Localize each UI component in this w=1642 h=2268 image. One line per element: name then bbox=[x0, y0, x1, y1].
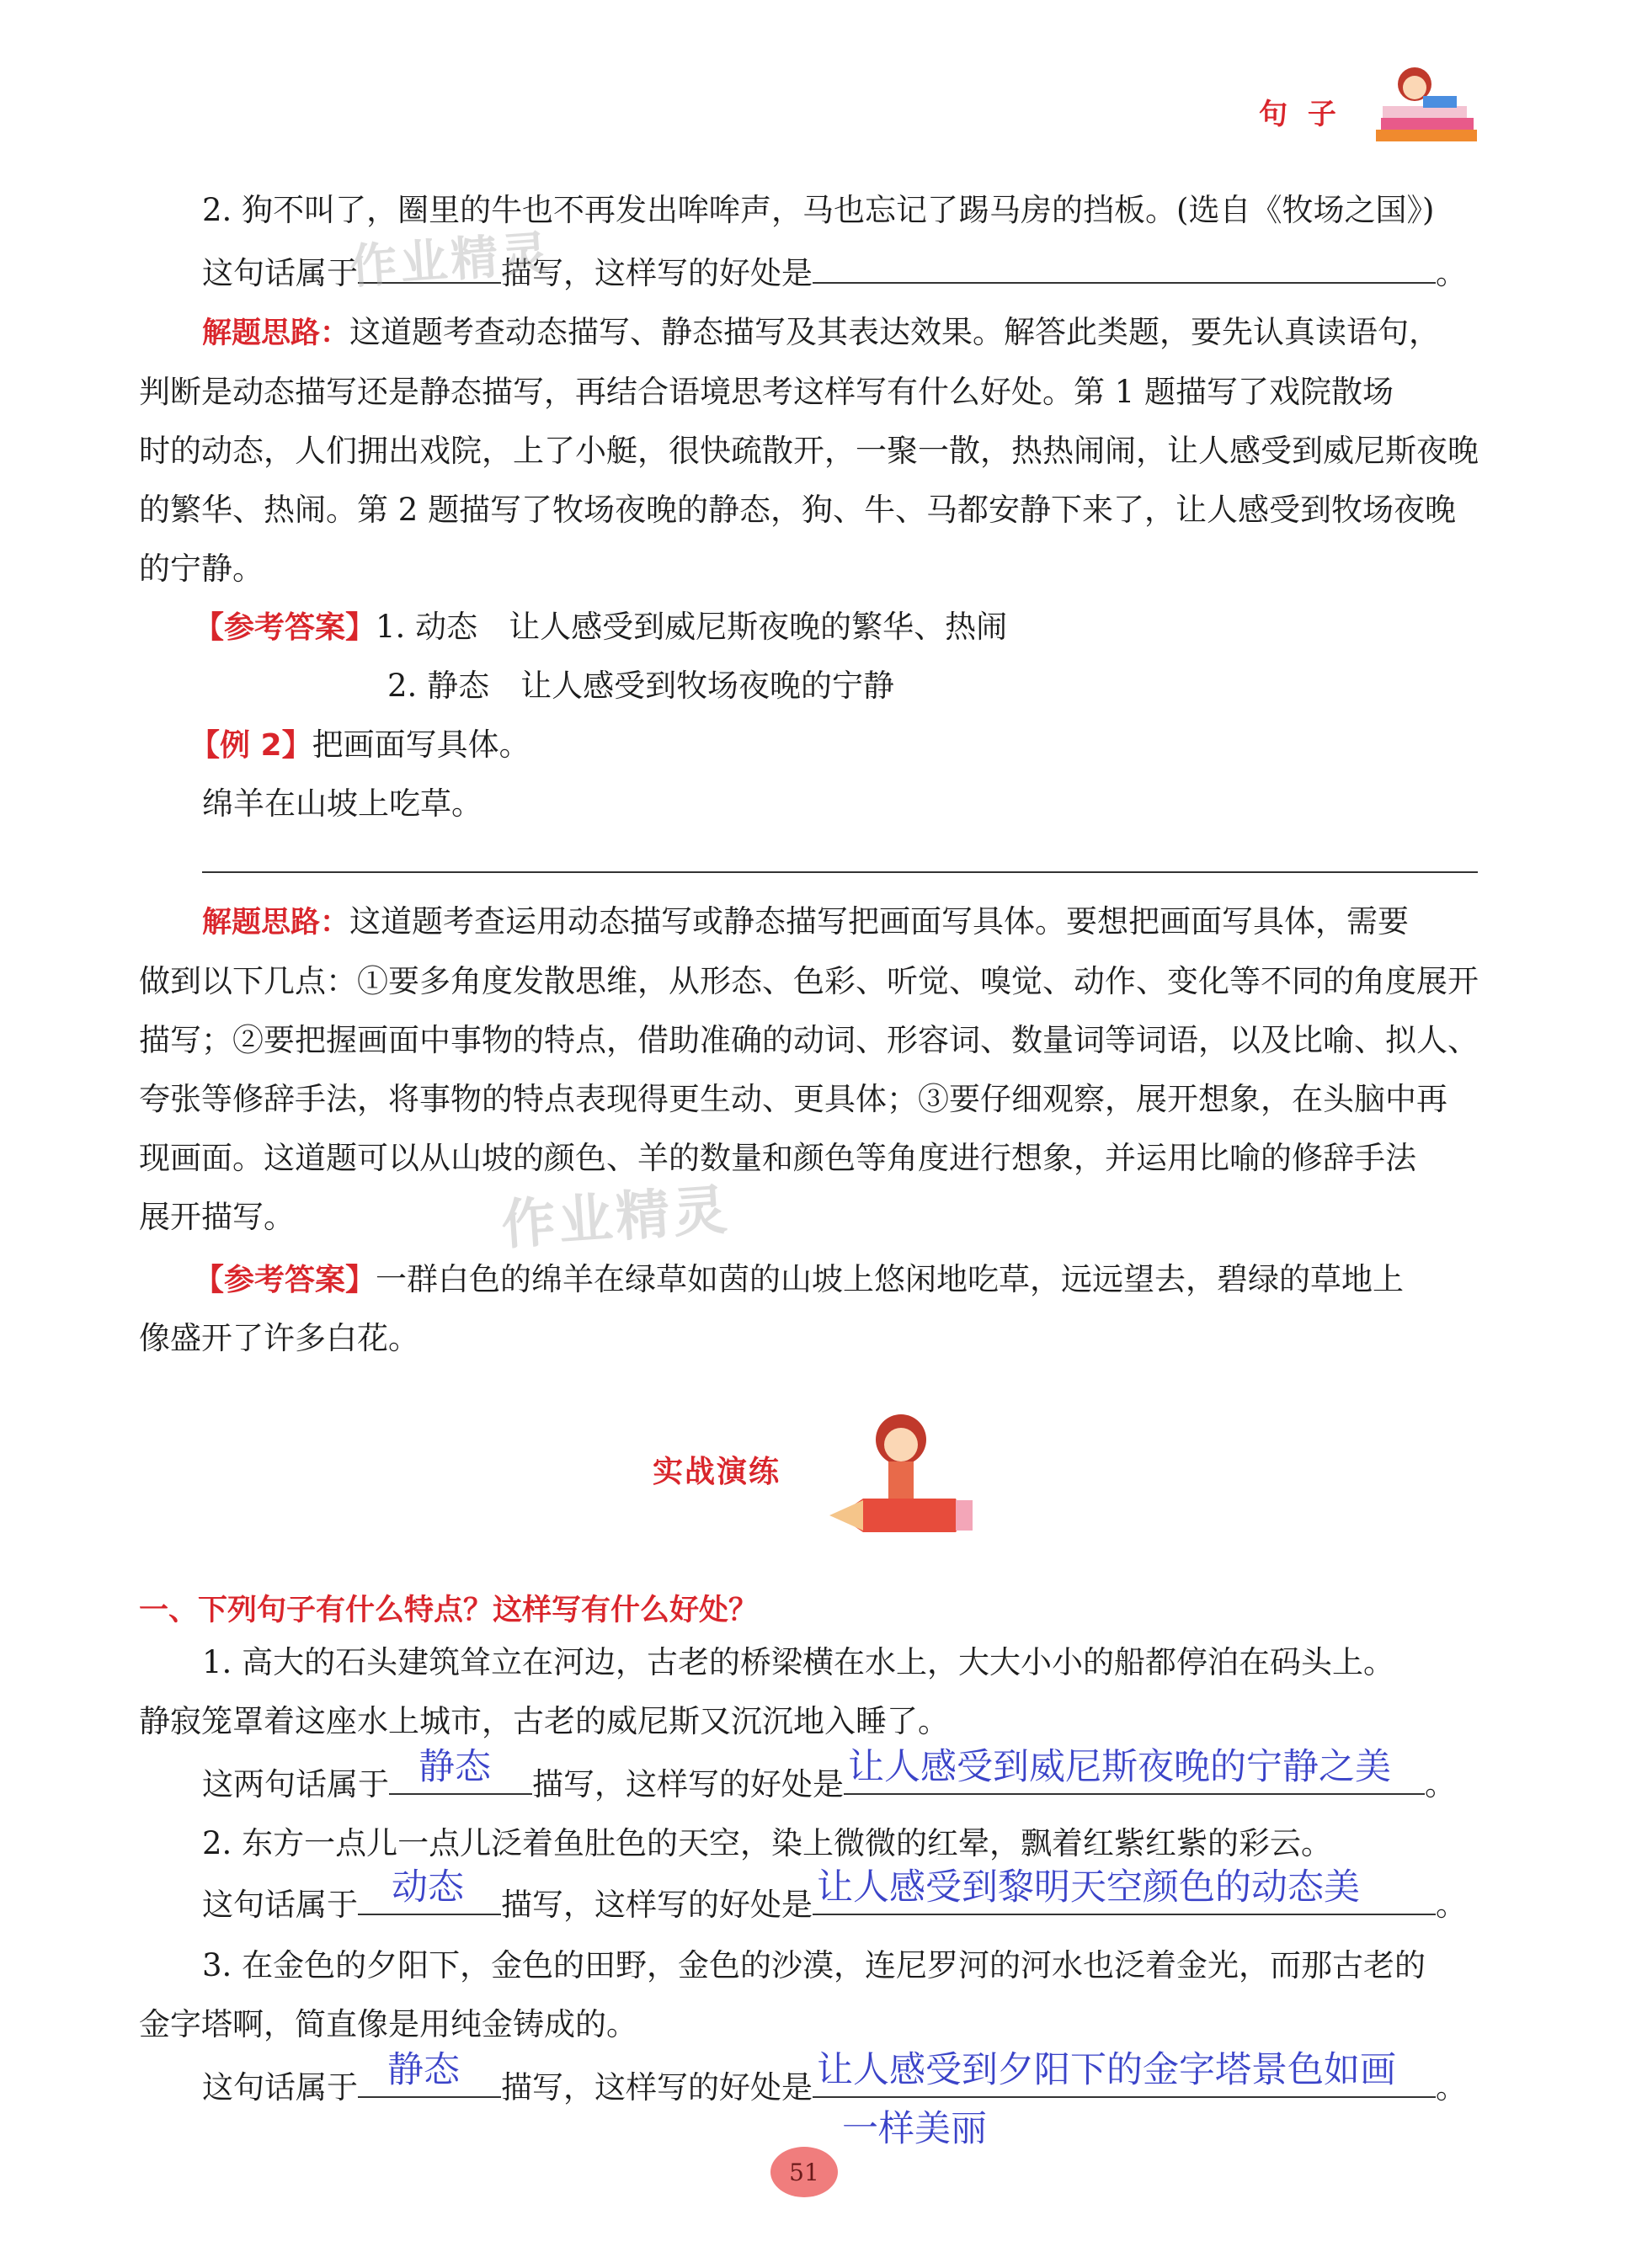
analysis-line: 现画面。这道题可以从山坡的颜色、羊的数量和颜色等角度进行想象，并运用比喻的修辞手法 bbox=[139, 1140, 1416, 1176]
analysis-line: 描写；②要把握画面中事物的特点，借助准确的动词、形容词、数量词等词语，以及比喻、拟人、 bbox=[139, 1022, 1479, 1058]
analysis-line: 夸张等修辞手法，将事物的特点表现得更生动、更具体；③要仔细观察，展开想象，在头脑中再 bbox=[139, 1081, 1447, 1117]
question-1-line1: 1. 高大的石头建筑耸立在河边，古老的桥梁横在水上，大大小小的船都停泊在码头上。 bbox=[202, 1644, 1395, 1680]
section-heading: 一、下列句子有什么特点？这样写有什么好处？ bbox=[139, 1594, 759, 1627]
handwritten-answer-continued: 一样美丽 bbox=[842, 2108, 987, 2150]
analysis-2 bbox=[139, 892, 1486, 1247]
page-number: 51 bbox=[789, 2158, 819, 2186]
writing-line[interactable] bbox=[202, 871, 1478, 873]
analysis-line: 展开描写。 bbox=[139, 1199, 295, 1235]
chapter-title: 句 子 bbox=[1259, 98, 1341, 131]
prompt-start: 这句话属于 bbox=[202, 1887, 358, 1923]
example-q2-sentence: 2. 狗不叫了，圈里的牛也不再发出哞哞声，马也忘记了踢马房的挡板。(选自《牧场之国》) bbox=[202, 192, 1435, 228]
question-3-prompt bbox=[202, 2049, 1467, 2117]
prompt-mid: 描写，这样写的好处是 bbox=[532, 1766, 844, 1802]
practice-title bbox=[653, 1448, 781, 1491]
reference-answer-2 bbox=[194, 1250, 1404, 1310]
example-label: 【例 2】 bbox=[189, 728, 312, 763]
analysis-line: 判断是动态描写还是静态描写，再结合语境思考这样写有什么好处。第 1 题描写了戏院散场 bbox=[139, 374, 1394, 410]
answer-blank-type[interactable] bbox=[358, 2049, 501, 2098]
reference-answer-1-line2: 2. 静态 让人感受到牧场夜晚的宁静 bbox=[387, 668, 895, 704]
handwritten-answer: 动态 bbox=[392, 1866, 464, 1909]
analysis-line: 时的动态，人们拥出戏院，上了小艇，很快疏散开，一聚一散，热热闹闹，让人感受到威尼斯夜晚 bbox=[139, 433, 1479, 469]
reference-answer-1 bbox=[194, 598, 1007, 658]
handwritten-answer: 让人感受到黎明天空颜色的动态美 bbox=[817, 1866, 1360, 1909]
reference-answer-2-line2: 像盛开了许多白花。 bbox=[139, 1320, 419, 1356]
handwritten-answer: 静态 bbox=[387, 2049, 460, 2091]
period: 。 bbox=[1425, 1766, 1456, 1802]
prompt-end: 。 bbox=[1436, 255, 1467, 291]
page-number-badge bbox=[770, 2147, 838, 2197]
answer-line: 一群白色的绵羊在绿草如茵的山坡上悠闲地吃草，远远望去，碧绿的草地上 bbox=[376, 1261, 1405, 1297]
answer-line: 1. 动态 让人感受到威尼斯夜晚的繁华、热闹 bbox=[376, 609, 1008, 645]
analysis-line: 解题思路：这道题考查动态描写、静态描写及其表达效果。解答此类题，要先认真读语句， bbox=[202, 314, 1441, 350]
question-3-line1: 3. 在金色的夕阳下，金色的田野，金色的沙漠，连尼罗河的河水也泛着金光，而那古老的 bbox=[202, 1947, 1426, 1983]
example-task: 把画面写具体。 bbox=[312, 727, 530, 763]
analysis-line: 解题思路：这道题考查运用动态描写或静态描写把画面写具体。要想把画面写具体，需要 bbox=[202, 903, 1410, 940]
prompt-mid: 描写，这样写的好处是 bbox=[501, 1887, 813, 1923]
watermark: 作业精灵 bbox=[348, 226, 554, 295]
answer-blank-benefit[interactable] bbox=[813, 2049, 1436, 2098]
analysis-line: 的繁华、热闹。第 2 题描写了牧场夜晚的静态，狗、牛、马都安静下来了，让人感受到牧场夜晚 bbox=[139, 492, 1457, 528]
handwritten-answer: 让人感受到夕阳下的金字塔景色如画 bbox=[817, 2049, 1396, 2091]
pencil-girl-icon bbox=[829, 1406, 977, 1541]
example-2-sentence: 绵羊在山坡上吃草。 bbox=[202, 785, 482, 822]
period: 。 bbox=[1436, 1887, 1467, 1923]
prompt-mid: 描写，这样写的好处是 bbox=[501, 2069, 813, 2106]
chapter-header bbox=[1259, 91, 1341, 132]
question-1-prompt bbox=[202, 1746, 1456, 1814]
prompt-mid: 描写，这样写的好处是 bbox=[501, 255, 813, 291]
prompt-start: 这句话属于 bbox=[202, 2069, 358, 2106]
question-3-line2: 金字塔啊，简直像是用纯金铸成的。 bbox=[139, 2006, 637, 2042]
answer-blank-benefit[interactable] bbox=[813, 245, 1436, 284]
prompt-start: 这句话属于 bbox=[202, 255, 358, 291]
analysis-1 bbox=[139, 303, 1486, 599]
analysis-label: 解题思路： bbox=[202, 317, 350, 350]
reading-girl-icon bbox=[1364, 59, 1482, 152]
analysis-line: 的宁静。 bbox=[139, 551, 264, 587]
prompt-start: 这两句话属于 bbox=[202, 1766, 389, 1802]
answer-blank-type[interactable] bbox=[389, 1746, 532, 1795]
example-2 bbox=[189, 716, 530, 775]
answer-label: 【参考答案】 bbox=[194, 610, 376, 645]
handwritten-answer: 静态 bbox=[418, 1746, 491, 1788]
question-1-line2: 静寂笼罩着这座水上城市，古老的威尼斯又沉沉地入睡了。 bbox=[139, 1703, 949, 1739]
answer-blank-benefit[interactable] bbox=[844, 1746, 1425, 1795]
question-2-prompt bbox=[202, 1866, 1467, 1935]
analysis-line: 做到以下几点：①要多角度发散思维，从形态、色彩、听觉、嗅觉、动作、变化等不同的角度展开 bbox=[139, 963, 1479, 999]
answer-label: 【参考答案】 bbox=[194, 1263, 376, 1297]
answer-blank-benefit[interactable] bbox=[813, 1866, 1436, 1915]
answer-blank-type[interactable] bbox=[358, 1866, 501, 1915]
analysis-label: 解题思路： bbox=[202, 906, 350, 940]
watermark: 作业精灵 bbox=[499, 1179, 733, 1258]
practice-title-text: 实战演练 bbox=[653, 1455, 781, 1489]
period: 。 bbox=[1436, 2069, 1467, 2106]
handwritten-answer: 让人感受到威尼斯夜晚的宁静之美 bbox=[848, 1746, 1391, 1788]
question-2-line1: 2. 东方一点儿一点儿泛着鱼肚色的天空，染上微微的红晕，飘着红紫红紫的彩云。 bbox=[202, 1825, 1333, 1861]
